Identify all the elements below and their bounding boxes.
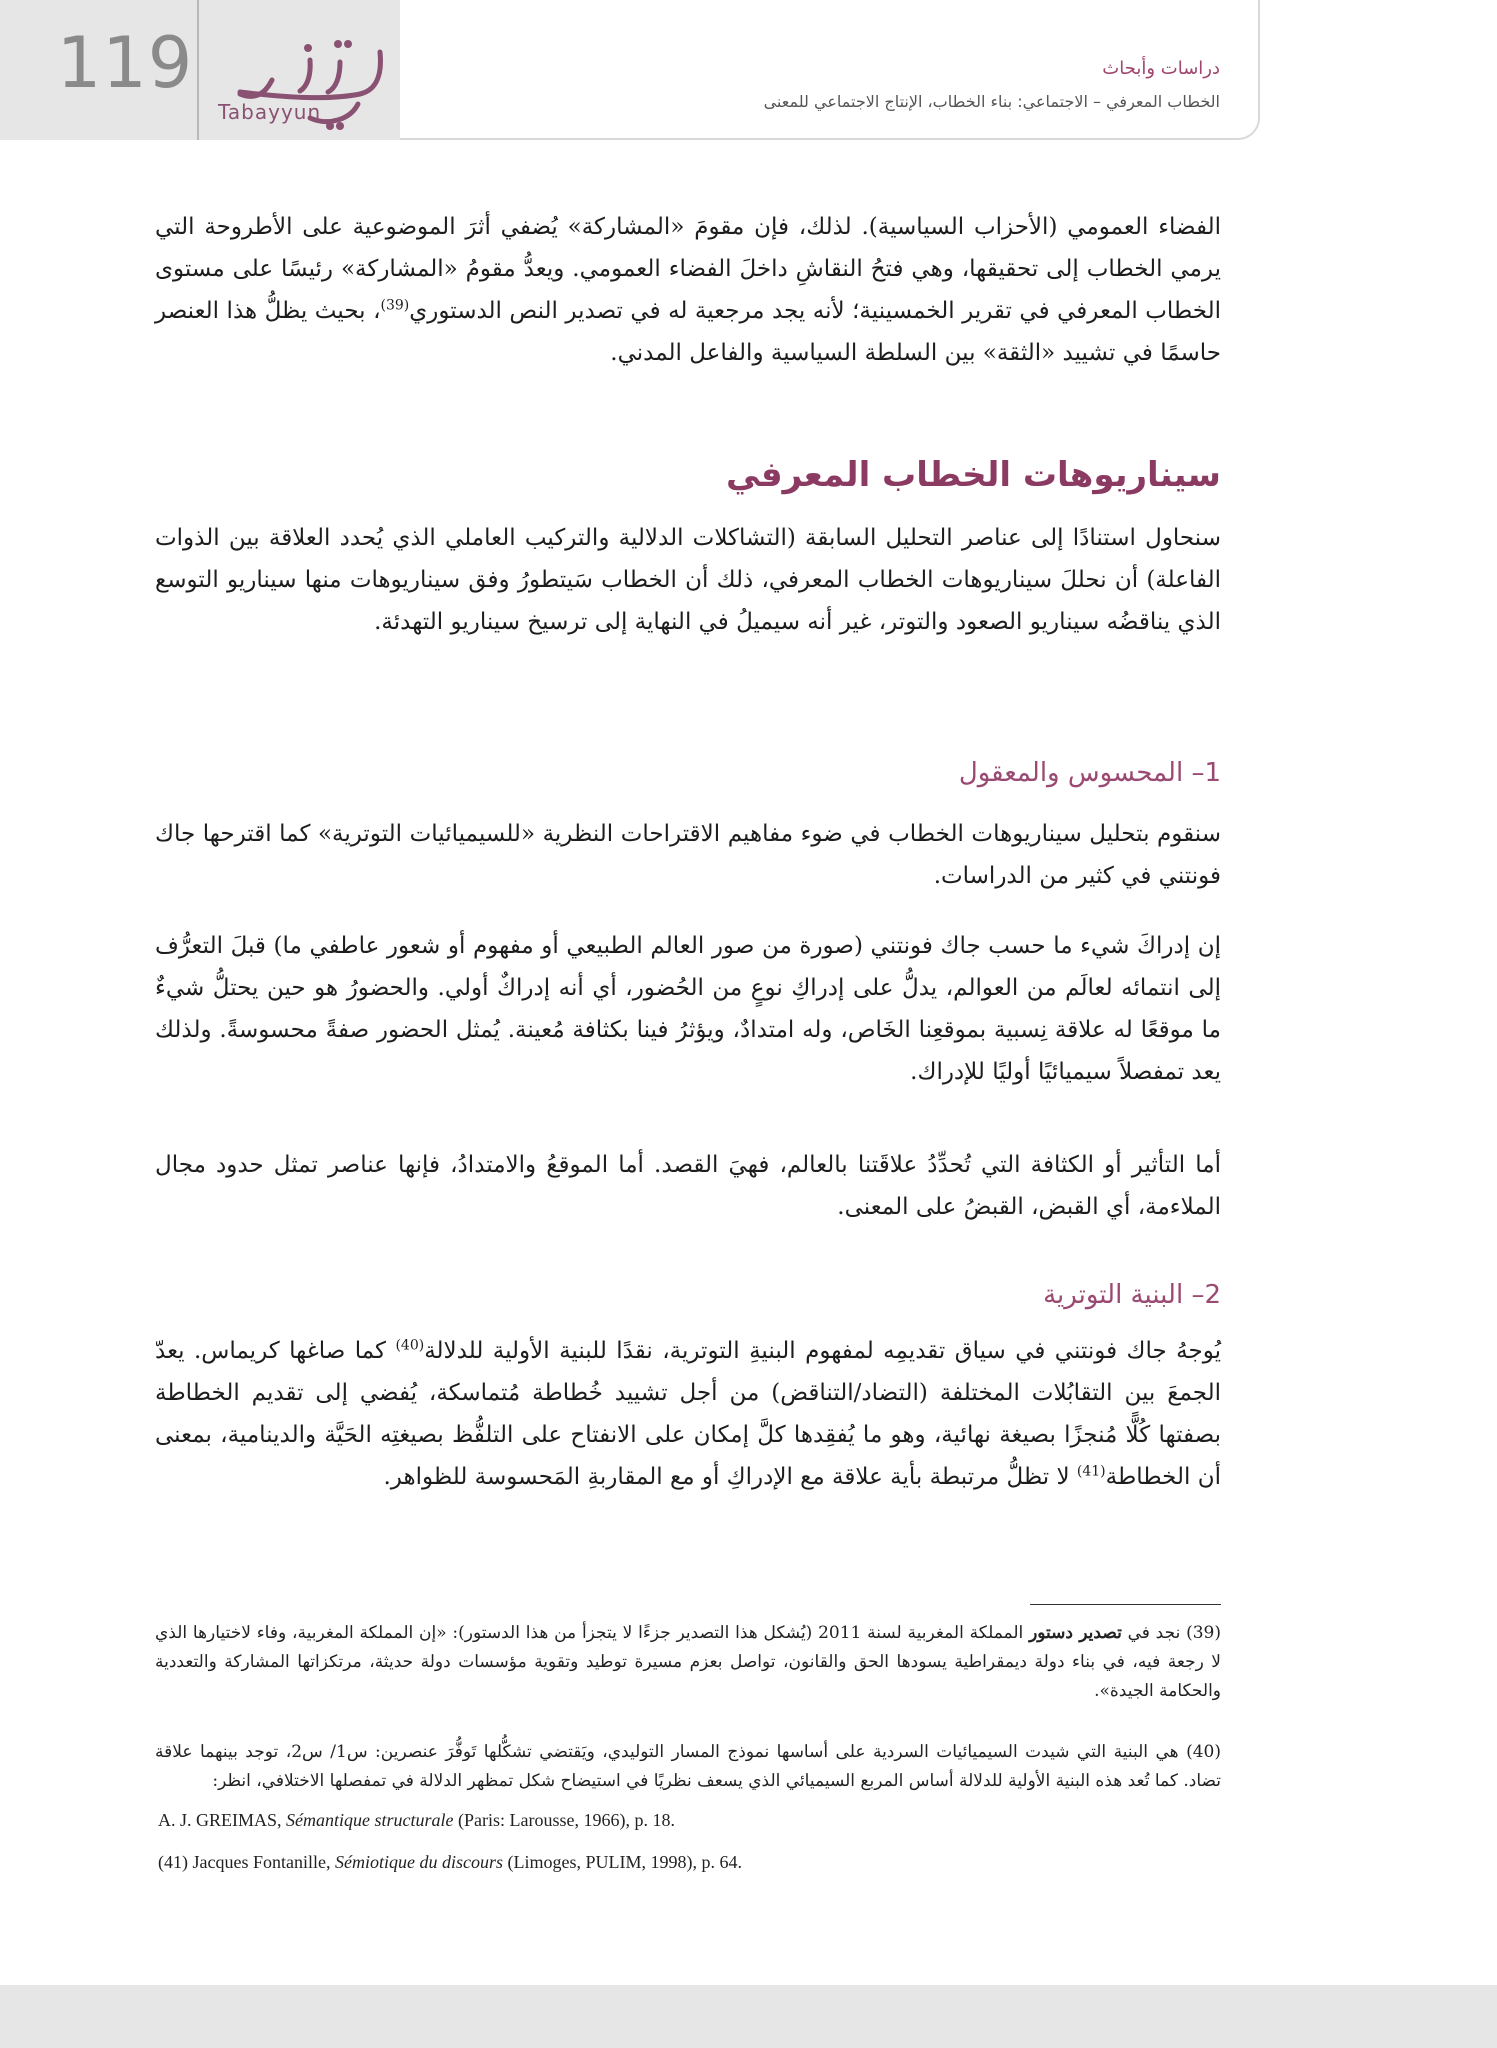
paragraph-5 [155, 1144, 1221, 1228]
paragraph-4 [155, 925, 1221, 1093]
paragraph-6-text-b: كما صاغها كريماس. يعدّ الجمعَ بين التقابُلات المختلفة (التضاد/التناقض) من أجل تشييد خُطاطة مُتماسكة، يُفضي إلى تقديم الخطاطة بصفتها كُلًّا مُنجزًا بصيغة نهائية، وهو ما يُفقِدها كلَّ إمكان على الانفتاح على التلفُّظ بصيغتِه الحَيَّة والدينامية، بمعنى أن الخطاطة [155, 1338, 1221, 1490]
paragraph-4-text: إن إدراكَ شيء ما حسب جاك فونتني (صورة من صور العالم الطبيعي أو مفهوم أو شعور عاطفي ما) قبلَ التعرُّف إلى انتمائه لعالَم من العوالم، يدلُّ على إدراكِ نوعٍ من الحُضور، أي أنه إدراكٌ أولي. والحضورُ هو حين يحتلُّ شيءٌ ما موقعًا له علاقة نِسبية بموقعِنا الخَاص، وله امتدادٌ، ويؤثرُ فينا بكثافة مُعينة. يُمثل الحضور صفةً محسوسةً. ولذلك يعد تمفصلاً سيميائيًا أوليًا للإدراك. [155, 933, 1221, 1085]
paragraph-3-text: سنقوم بتحليل سيناريوهات الخطاب في ضوء مفاهيم الاقتراحات النظرية «للسيميائيات التوترية» كما اقترحها جاك فونتني في كثير من الدراسات. [155, 821, 1221, 889]
footnote-40-number: (40) [1186, 1742, 1222, 1762]
paragraph-6-text-a: يُوجهُ جاك فونتني في سياق تقديمِه لمفهوم البنيةِ التوترية، نقدًا للبنية الأولية للدلالة [424, 1338, 1221, 1364]
subheading-2: 2– البنية التوترية [1043, 1280, 1221, 1310]
running-title: الخطاب المعرفي – الاجتماعي: بناء الخطاب، الإنتاج الاجتماعي للمعنى [763, 92, 1220, 111]
paragraph-1-end: ، بحيث يظلُّ هذا العنصر حاسمًا في تشييد «الثقة» بين السلطة السياسية والفاعل المدني. [155, 298, 1221, 366]
footnote-ref-40[interactable]: (40) [395, 1337, 425, 1354]
subheading-1: 1– المحسوس والمعقول [958, 758, 1221, 788]
page-number: 119 [56, 22, 194, 104]
footnote-39-text: المملكة المغربية لسنة 2011 (يُشكل هذا التصدير جزءًا لا يتجزأ من هذا الدستور): «إن المملكة المغربية، وفاء لاختيارها الذي لا رجعة فيه، في بناء دولة ديمقراطية يسودها الحق والقانون، تواصل بعزم مسيرة توطيد وتقوية مؤسسات دولة حديثة، مرتكزاتها المشاركة والتعددية والحكامة الجيدة». [155, 1623, 1221, 1701]
paragraph-6-text-c: لا تظلُّ مرتبطة بأية علاقة مع الإدراكِ أو مع المقاربةِ المَحسوسة للظواهر. [383, 1464, 1077, 1490]
footnote-ref-39[interactable]: (39) [380, 297, 410, 314]
footnote-40-ref-author: A. J. GREIMAS, [158, 1810, 282, 1830]
header-divider [197, 0, 199, 140]
footnote-39-bold: تصدير دستور [1029, 1623, 1122, 1643]
footnote-41-number: (41) [158, 1852, 188, 1872]
footer-band [0, 1985, 1497, 2048]
footnote-41-author: Jacques Fontanille, [192, 1852, 331, 1872]
footnote-40-ref-title: Sémantique structurale [286, 1810, 454, 1830]
subheading-2-block [155, 1275, 1221, 1315]
section-label: دراسات وأبحاث [1102, 58, 1220, 79]
paragraph-6 [155, 1330, 1221, 1498]
footnote-ref-41[interactable]: (41) [1076, 1463, 1106, 1480]
footnote-39-lead: نجد في [1127, 1623, 1181, 1643]
paragraph-5-text: أما التأثير أو الكثافة التي تُحدِّدُ علاقَتنا بالعالم، فهيَ القصد. أما الموقعُ والامتدادُ، فإنها عناصر تمثل حدود مجال الملاءمة، أي القبض، القبضُ على المعنى. [155, 1152, 1221, 1220]
footnote-41-title: Sémiotique du discours [334, 1852, 503, 1872]
paragraph-3 [155, 813, 1221, 897]
footnote-40 [155, 1738, 1221, 1796]
footnote-rule [1030, 1604, 1221, 1605]
subheading-1-block [155, 753, 1221, 793]
logo-latin-text: Tabayyun [218, 100, 322, 124]
footnote-40-reference [158, 1810, 675, 1831]
paragraph-2-text: سنحاول استنادًا إلى عناصر التحليل السابقة (التشاكلات الدلالية والتركيب العاملي الذي يُحدد العلاقة بين الذوات الفاعلة) أن نحللَ سيناريوهات الخطاب المعرفي، ذلك أن الخطاب سَيتطورُ وفق سيناريوهات منها سيناريو التوسع الذي يناقضُه سيناريو الصعود والتوتر، غير أنه سيميلُ في النهاية إلى ترسيخ سيناريو التهدئة. [155, 525, 1221, 635]
footnote-41-rest: (Limoges, PULIM, 1998), p. 64. [507, 1852, 742, 1872]
paragraph-1-text: الفضاء العمومي (الأحزاب السياسية). لذلك، فإن مقومَ «المشاركة» يُضفي أثرَ الموضوعية على الأطروحة التي يرمي الخطاب إلى تحقيقها، وهي فتحُ النقاشِ داخلَ الفضاء العمومي. ويعدُّ مقومُ «المشاركة» رئيسًا على مستوى الخطاب المعرفي في تقرير الخمسينية؛ لأنه يجد مرجعية له في تصدير النص الدستوري [155, 214, 1221, 324]
paragraph-2 [155, 517, 1221, 643]
section-heading: سيناريوهات الخطاب المعرفي [726, 455, 1221, 495]
footnote-41 [158, 1852, 742, 1873]
paragraph-1 [155, 206, 1221, 374]
section-heading-block [155, 450, 1221, 500]
footnote-40-text: هي البنية التي شيدت السيميائيات السردية على أساسها نموذج المسار التوليدي، ويَقتضي تشكُّلها تَوفُّرَ عنصرين: س1/ س2، توجد بينهما علاقة تضاد. كما تُعد هذه البنية الأولية للدلالة أساس المربع السيميائي الذي يسعف نظريًا في استيضاح شكل تمظهر الدلالة في تمفصلها الاختلافي، انظر: [155, 1742, 1221, 1791]
footnote-39-number: (39) [1186, 1623, 1222, 1643]
footnote-39 [155, 1619, 1221, 1706]
footnote-40-ref-rest: (Paris: Larousse, 1966), p. 18. [458, 1810, 675, 1830]
